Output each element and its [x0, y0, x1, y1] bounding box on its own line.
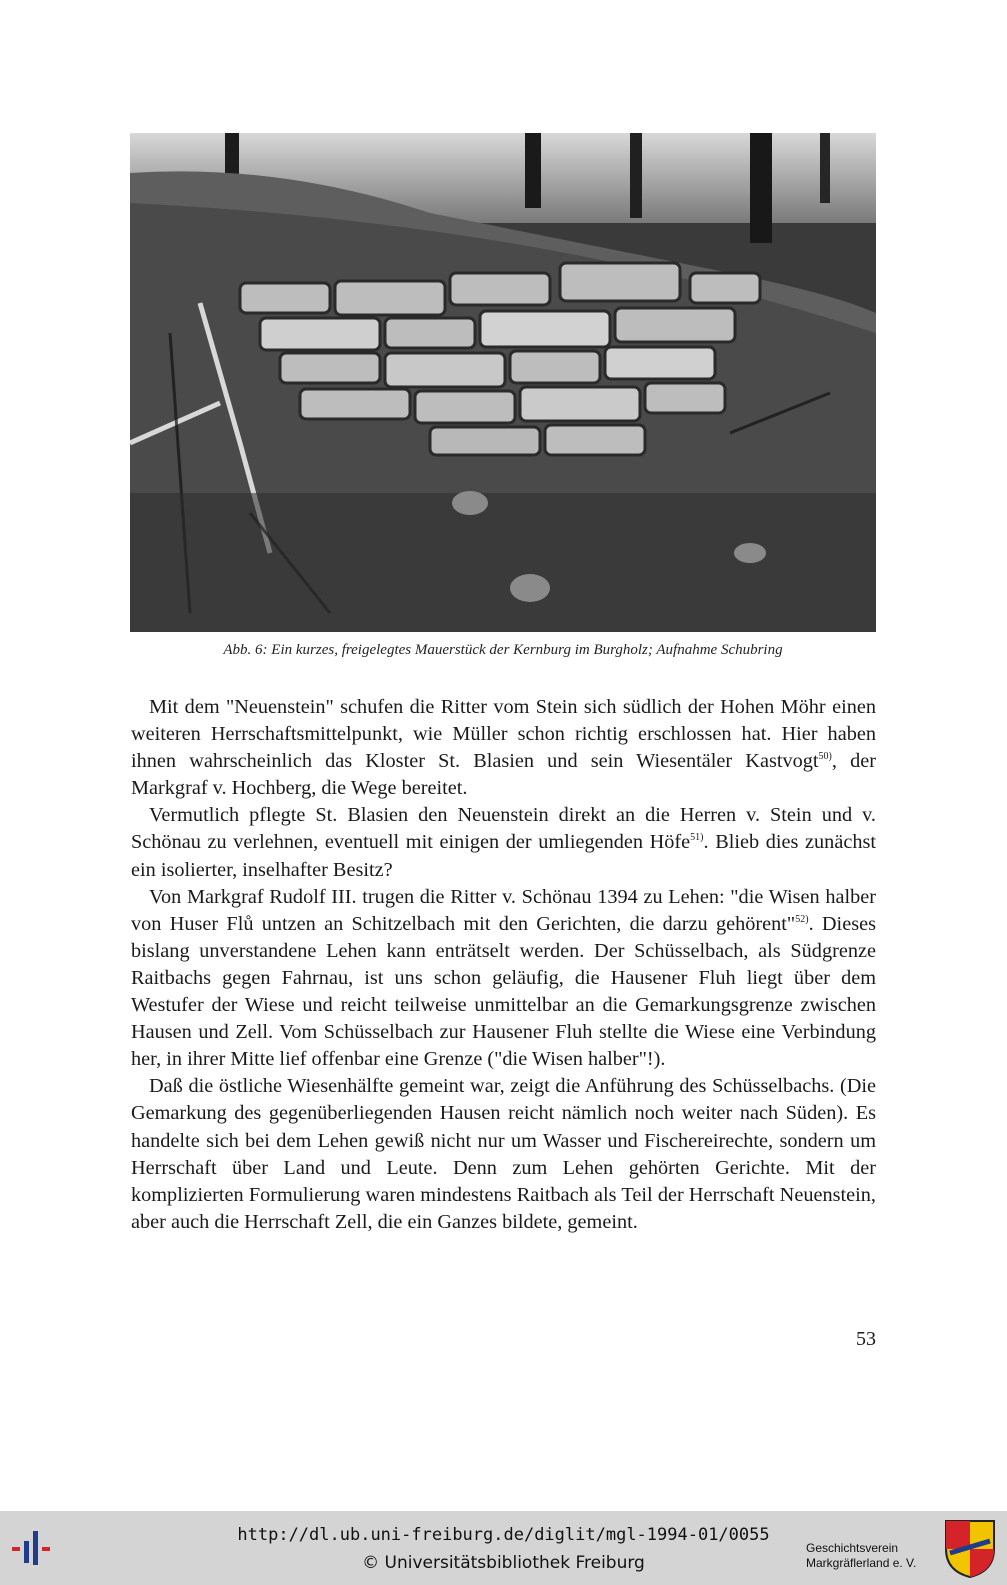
- paragraph: Daß die östliche Wiesenhälfte gemeint war, zeigt die Anführung des Schüsselbachs. (Die Gemarkung des gegenüberliegenden Hausen reicht nämlich noch weiter nach Süden). Es handelte sich bei dem Lehen gewiß nicht nur um Wasser und Fischereirechte, sondern um Herrschaft über Land und Leute. Denn zum Lehen gehörten Gerichte. Mit der komplizierten Formulierung waren mindestens Raitbach als Teil der Herrschaft Neuenstein, aber auch die Herrschaft Zell, die ein Ganzes bildete, gemeint.: [131, 1075, 876, 1233]
- society-line: Markgräflerland e. V.: [806, 1556, 917, 1570]
- paragraph: [131, 694, 876, 802]
- footnote-ref: 51): [690, 832, 704, 844]
- figure-photo: [130, 133, 876, 632]
- copyright-text: © Universitätsbibliothek Freiburg: [362, 1553, 645, 1573]
- paragraph-text: . Dieses bislang unverstandene Lehen kann enträtselt werden. Der Schüsselbach, als Südgrenze Raitbachs gegen Fahrnau, ist uns schon geläufig, die Hausener Fluh liegt über dem Westufer der Wiese und reicht teilweise unmittelbar an die Gemarkungsgrenze zwischen Hausen und Zell. Vom Schüsselbach zur Hausener Fluh stellte die Wiese eine Verbindung her, in ihrer Mitte lief offenbar eine Grenze ("die Wisen halber"!).: [131, 912, 876, 1071]
- paragraph-text: Vermutlich pflegte St. Blasien den Neuenstein direkt an die Herren v. Stein und v. Schönau zu verlehnen, eventuell mit einigen der umliegenden Höfe: [131, 804, 876, 854]
- paragraph: [131, 802, 876, 883]
- body-text: [131, 694, 876, 1236]
- paragraph: [131, 884, 876, 1074]
- paragraph-text: , der Markgraf v. Hochberg, die Wege bereitet.: [131, 750, 876, 800]
- paragraph-text: Von Markgraf Rudolf III. trugen die Ritter v. Schönau 1394 zu Lehen: "die Wisen halber von Huser Flů untzen an Schitzelbach mit den Gerichten, die darzu gehörent": [131, 885, 876, 935]
- source-url-link[interactable]: http://dl.ub.uni-freiburg.de/diglit/mgl-1994-01/0055: [237, 1525, 770, 1545]
- figure-caption: Abb. 6: Ein kurzes, freigelegtes Mauerstück der Kernburg im Burgholz; Aufnahme Schubring: [223, 642, 783, 658]
- stone-wall-photo: [130, 133, 876, 632]
- footnote-ref: 50): [818, 751, 832, 763]
- page-number: 53: [856, 1328, 876, 1350]
- society-name: [806, 1541, 936, 1571]
- footnote-ref: 52): [795, 913, 809, 925]
- paragraph-text: Mit dem "Neuenstein" schufen die Ritter vom Stein sich südlich der Hohen Möhr einen weiteren Herrschaftsmittelpunkt, wie Müller schon richtig erschlossen hat. Hier haben ihnen wahrscheinlich das Kloster St. Blasien und sein Wiesentäler Kastvogt: [131, 696, 876, 773]
- paragraph-text: . Blieb dies zunächst ein isolierter, inselhafter Besitz?: [131, 831, 876, 881]
- society-line: Geschichtsverein: [806, 1541, 899, 1555]
- footer-bar: [0, 1511, 1007, 1585]
- coat-of-arms-icon[interactable]: [944, 1519, 996, 1579]
